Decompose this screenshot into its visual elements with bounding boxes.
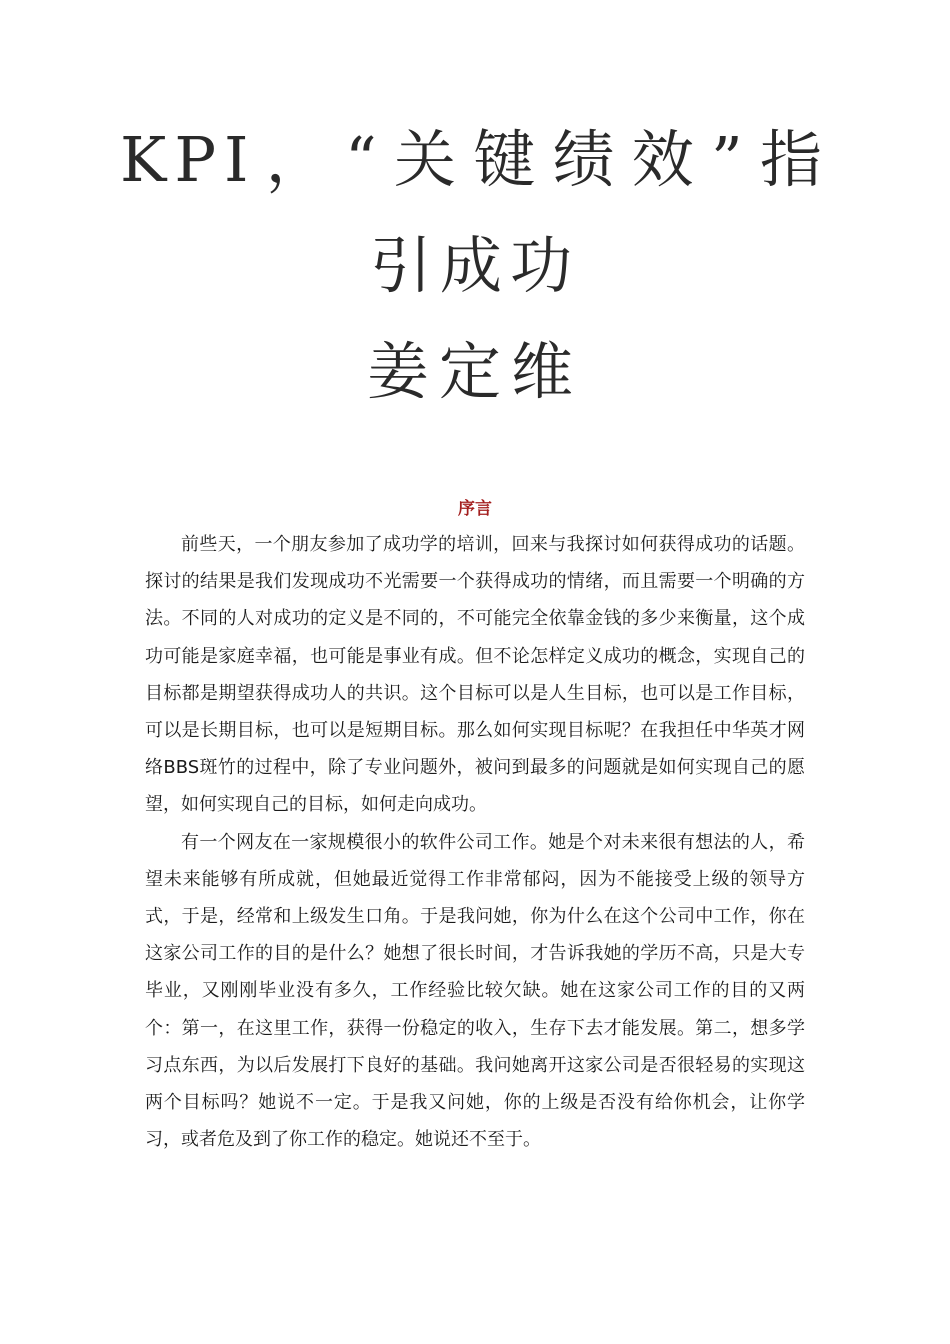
section-heading-preface: 序言 xyxy=(458,499,492,519)
paragraph-1: 前些天，一个朋友参加了成功学的培训，回来与我探讨如何获得成功的话题。探讨的结果是我们发现成功不光需要一个获得成功的情绪，而且需要一个明确的方法。不同的人对成功的定义是不同的，不可能完全依靠金钱的多少来衡量，这个成功可能是家庭幸福，也可能是事业有成。但不论怎样定义成功的概念，实现自己的目标都是期望获得成功人的共识。这个目标可以是人生目标，也可以是工作目标，可以是长期目标，也可以是短期目标。那么如何实现目标呢？在我担任中华英才网络BBS斑竹的过程中，除了专业问题外，被问到最多的问题就是如何实现自己的愿望，如何实现自己的目标，如何走向成功。 xyxy=(145,534,805,816)
title-block xyxy=(120,118,830,414)
body-text xyxy=(145,526,805,1158)
author-name: 姜定维 xyxy=(366,335,583,408)
document-title-line-2: 引成功 xyxy=(369,229,580,302)
document-title-line-1: KPI，“关键绩效”指 xyxy=(120,123,830,196)
paragraph-2: 有一个网友在一家规模很小的软件公司工作。她是个对未来很有想法的人，希望未来能够有所成就，但她最近觉得工作非常郁闷，因为不能接受上级的领导方式，于是，经常和上级发生口角。于是我问她，你为什么在这个公司中工作，你在这家公司工作的目的是什么？她想了很长时间，才告诉我她的学历不高，只是大专毕业，又刚刚毕业没有多久，工作经验比较欠缺。她在这家公司工作的目的又两个：第一，在这里工作，获得一份稳定的收入，生存下去才能发展。第二，想多学习点东西，为以后发展打下良好的基础。我问她离开这家公司是否很轻易的实现这两个目标吗？她说不一定。于是我又问她，你的上级是否没有给你机会，让你学习，或者危及到了你工作的稳定。她说还不至于。 xyxy=(145,831,805,1151)
